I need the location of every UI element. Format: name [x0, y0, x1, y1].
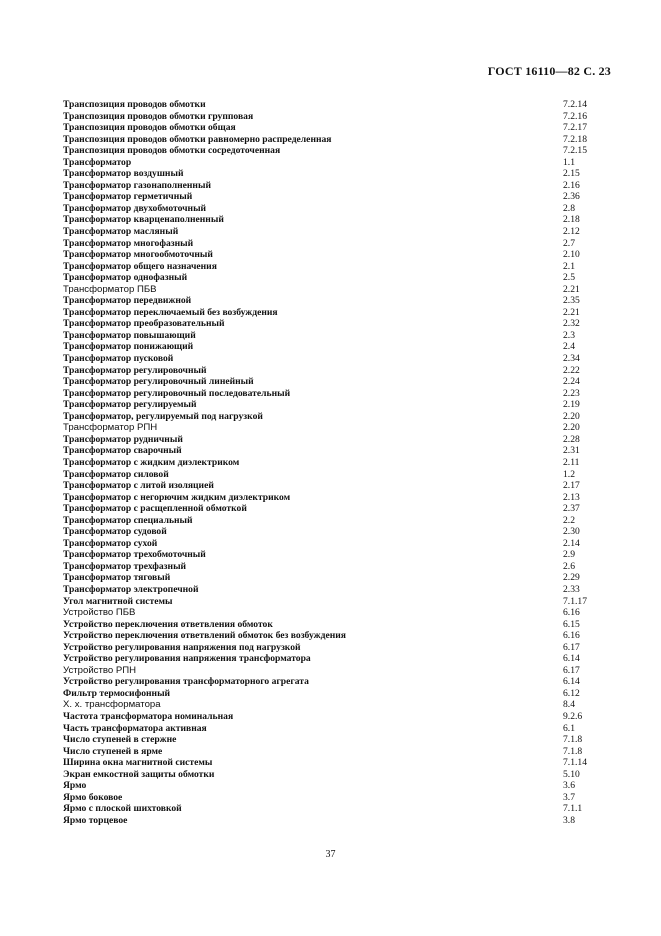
index-term: Трансформатор сухой — [63, 537, 158, 549]
index-term: Трансформатор электропечной — [63, 583, 199, 595]
index-entry — [63, 711, 619, 723]
index-term: Трансформатор, регулируемый под нагрузкой — [63, 410, 263, 422]
index-term: Транспозиция проводов обмотки общая — [63, 122, 236, 134]
index-reference: 2.18 — [563, 214, 580, 226]
index-reference: 2.24 — [563, 376, 580, 388]
index-entry — [63, 399, 619, 411]
index-entry — [63, 480, 619, 492]
index-reference: 5.10 — [563, 768, 580, 780]
index-entry — [63, 111, 619, 123]
index-term: Часть трансформатора активная — [63, 722, 207, 734]
index-entry — [63, 699, 619, 711]
index-term: Трансформатор трехобмоточный — [63, 549, 206, 561]
index-term: Трансформатор герметичный — [63, 191, 193, 203]
index-entry — [63, 469, 619, 481]
index-term: Трансформатор многофазный — [63, 237, 194, 249]
index-term: Трансформатор специальный — [63, 514, 193, 526]
index-term: Ярмо — [63, 780, 87, 792]
index-reference: 2.32 — [563, 318, 580, 330]
index-term: Число ступеней в ярме — [63, 745, 163, 757]
index-term: Трансформатор повышающий — [63, 329, 196, 341]
index-entry — [63, 261, 619, 273]
index-entry — [63, 780, 619, 792]
index-entry — [63, 353, 619, 365]
index-entry — [63, 630, 619, 642]
index-reference: 3.7 — [563, 791, 575, 803]
index-entry — [63, 388, 619, 400]
index-reference: 6.17 — [563, 664, 580, 676]
index-reference: 2.20 — [563, 410, 580, 422]
index-entry — [63, 526, 619, 538]
index-reference: 2.29 — [563, 572, 580, 584]
index-entry — [63, 723, 619, 735]
index-reference: 2.17 — [563, 480, 580, 492]
index-entry — [63, 665, 619, 677]
index-reference: 2.13 — [563, 491, 580, 503]
index-reference: 7.1.8 — [563, 745, 583, 757]
index-entry — [63, 619, 619, 631]
index-term: Трансформатор с негорючим жидким диэлектриком — [63, 491, 291, 503]
index-term: Ярмо боковое — [63, 791, 123, 803]
index-reference: 7.2.18 — [563, 133, 587, 145]
index-reference: 7.1.17 — [563, 595, 587, 607]
page-header: ГОСТ 16110—82 С. 23 — [487, 64, 611, 78]
index-entry — [63, 226, 619, 238]
index-entry — [63, 688, 619, 700]
index-entry — [63, 803, 619, 815]
index-reference: 2.33 — [563, 583, 580, 595]
index-term: Трансформатор регулируемый — [63, 399, 197, 411]
index-entry — [63, 596, 619, 608]
index-reference: 7.1.1 — [563, 803, 583, 815]
index-term: Трансформатор двухобмоточный — [63, 202, 207, 214]
index-entry — [63, 318, 619, 330]
index-reference: 6.16 — [563, 607, 580, 619]
index-term: Трансформатор с литой изоляцией — [63, 480, 214, 492]
index-term: Транспозиция проводов обмотки сосредоточенная — [63, 145, 281, 157]
index-entry — [63, 434, 619, 446]
index-reference: 2.35 — [563, 295, 580, 307]
index-term: Экран емкостной защиты обмотки — [63, 768, 215, 780]
index-term: Устройство регулирования напряжения под нагрузкой — [63, 641, 301, 653]
index-term: Трансформатор ПБВ — [63, 283, 157, 295]
index-entry — [63, 365, 619, 377]
index-term: Устройство регулирования напряжения трансформатора — [63, 653, 311, 665]
index-term: Фильтр термосифонный — [63, 687, 171, 699]
index-term: Трансформатор сварочный — [63, 445, 182, 457]
index-entry — [63, 457, 619, 469]
index-reference: 2.10 — [563, 249, 580, 261]
index-term: Транспозиция проводов обмотки — [63, 99, 206, 110]
index-entry — [63, 515, 619, 527]
index-entry — [63, 607, 619, 619]
index-reference: 2.30 — [563, 526, 580, 538]
index-reference: 2.11 — [563, 456, 580, 468]
index-reference: 2.4 — [563, 341, 575, 353]
index-term: Трансформатор рудничный — [63, 433, 183, 445]
index-term: Трансформатор — [63, 156, 132, 168]
index-term: Трансформатор судовой — [63, 526, 167, 538]
index-entry — [63, 445, 619, 457]
index-entry — [63, 734, 619, 746]
index-entry — [63, 642, 619, 654]
index-entry — [63, 238, 619, 250]
index-reference: 8.4 — [563, 699, 575, 711]
index-reference: 2.12 — [563, 226, 580, 238]
index-term: Ярмо с плоской шихтовкой — [63, 803, 182, 815]
index-reference: 2.21 — [563, 283, 580, 295]
index-term: Угол магнитной системы — [63, 595, 173, 607]
index-entry — [63, 584, 619, 596]
index-reference: 9.2.6 — [563, 710, 583, 722]
index-reference: 2.7 — [563, 237, 575, 249]
index-entry — [63, 572, 619, 584]
index-term: Трансформатор трехфазный — [63, 560, 187, 572]
index-term: Трансформатор однофазный — [63, 272, 188, 284]
index-term: Устройство ПБВ — [63, 607, 136, 619]
index-reference: 2.20 — [563, 422, 580, 434]
index-term: Трансформатор воздушный — [63, 168, 184, 180]
index-reference: 2.36 — [563, 191, 580, 203]
index-reference: 2.1 — [563, 260, 575, 272]
index-term: Транспозиция проводов обмотки равномерно распределенная — [63, 133, 332, 145]
index-reference: 1.2 — [563, 468, 575, 480]
index-reference: 2.15 — [563, 168, 580, 180]
index-term: Трансформатор регулировочный — [63, 364, 207, 376]
index-reference: 2.23 — [563, 387, 580, 399]
index-reference: 6.15 — [563, 618, 580, 630]
index-entry — [63, 191, 619, 203]
index-reference: 2.34 — [563, 353, 580, 365]
index-entry — [63, 307, 619, 319]
index-term: Устройство регулирования трансформаторного агрегата — [63, 676, 309, 688]
index-reference: 2.8 — [563, 202, 575, 214]
index-reference: 6.14 — [563, 653, 580, 665]
index-entry — [63, 769, 619, 781]
index-entry — [63, 214, 619, 226]
index-term: Трансформатор газонаполненный — [63, 179, 211, 191]
page-number: 37 — [325, 849, 336, 860]
index-term: Трансформатор общего назначения — [63, 260, 217, 272]
index-reference: 2.3 — [563, 329, 575, 341]
index-reference: 6.12 — [563, 687, 580, 699]
index-reference: 6.17 — [563, 641, 580, 653]
index-term: Трансформатор тяговый — [63, 572, 171, 584]
index-entry — [63, 272, 619, 284]
index-reference: 7.2.15 — [563, 145, 587, 157]
index-reference: 7.2.17 — [563, 122, 587, 134]
index-term: Ширина окна магнитной системы — [63, 757, 213, 769]
index-term: Трансформатор силовой — [63, 468, 169, 480]
index-reference: 6.16 — [563, 630, 580, 642]
index-entry — [63, 815, 619, 827]
index-entry — [63, 549, 619, 561]
index-entry — [63, 134, 619, 146]
index-reference: 1.1 — [563, 156, 575, 168]
index-entry — [63, 422, 619, 434]
index-entry — [63, 284, 619, 296]
index-reference: 2.37 — [563, 503, 580, 515]
index-term: Ярмо торцевое — [63, 814, 128, 826]
index-entry — [63, 122, 619, 134]
index-term: Трансформатор пусковой — [63, 353, 174, 365]
index-term: Устройство переключения ответвлений обмоток без возбуждения — [63, 630, 346, 642]
index-reference: 2.9 — [563, 549, 575, 561]
index-reference: 2.16 — [563, 179, 580, 191]
index-entry — [63, 411, 619, 423]
index-term: Трансформатор регулировочный последовательный — [63, 387, 291, 399]
index-entry — [63, 653, 619, 665]
index-term: Трансформатор преобразовательный — [63, 318, 225, 330]
index-term: Трансформатор РПН — [63, 422, 158, 434]
index-entry — [63, 295, 619, 307]
index-entry — [63, 746, 619, 758]
index-entry — [63, 203, 619, 215]
index-term: Трансформатор понижающий — [63, 341, 194, 353]
index-reference: 7.1.8 — [563, 734, 583, 746]
index-term: Трансформатор с жидким диэлектриком — [63, 456, 240, 468]
index-reference: 2.14 — [563, 537, 580, 549]
index-reference: 2.31 — [563, 445, 580, 457]
index-entry — [63, 561, 619, 573]
index-entry — [63, 376, 619, 388]
index-term: Трансформатор передвижной — [63, 295, 192, 307]
index-term: Устройство переключения ответвления обмоток — [63, 618, 273, 630]
index-term: X. x. трансформатора — [63, 699, 161, 711]
index-entry — [63, 157, 619, 169]
index-reference: 2.28 — [563, 433, 580, 445]
index-entry — [63, 168, 619, 180]
index-term: Трансформатор масляный — [63, 226, 179, 238]
index-entry — [63, 145, 619, 157]
index-reference: 2.2 — [563, 514, 575, 526]
index-entry — [63, 249, 619, 261]
index-reference: 6.14 — [563, 676, 580, 688]
index-term: Трансформатор многообмоточный — [63, 249, 213, 261]
index-entry — [63, 757, 619, 769]
index-term: Устройство РПН — [63, 664, 137, 676]
index-reference: 7.1.14 — [563, 757, 587, 769]
index-reference: 7.2.14 — [563, 99, 587, 110]
index-term: Трансформатор регулировочный линейный — [63, 376, 254, 388]
index-reference: 2.22 — [563, 364, 580, 376]
index-reference: 7.2.16 — [563, 110, 587, 122]
index-term: Число ступеней в стержне — [63, 734, 177, 746]
index-reference: 3.8 — [563, 814, 575, 826]
index-entry — [63, 792, 619, 804]
index-term: Трансформатор переключаемый без возбуждения — [63, 306, 278, 318]
index-reference: 2.5 — [563, 272, 575, 284]
index-list — [63, 99, 619, 826]
index-entry — [63, 99, 619, 111]
index-term: Трансформатор с расщепленной обмоткой — [63, 503, 247, 515]
index-entry — [63, 503, 619, 515]
index-entry — [63, 538, 619, 550]
index-entry — [63, 341, 619, 353]
index-term: Трансформатор кварценаполненный — [63, 214, 224, 226]
index-reference: 6.1 — [563, 722, 575, 734]
index-reference: 2.21 — [563, 306, 580, 318]
index-reference: 2.6 — [563, 560, 575, 572]
index-term: Транспозиция проводов обмотки групповая — [63, 110, 254, 122]
index-entry — [63, 676, 619, 688]
index-entry — [63, 492, 619, 504]
index-reference: 3.6 — [563, 780, 575, 792]
index-entry — [63, 180, 619, 192]
index-entry — [63, 330, 619, 342]
index-term: Частота трансформатора номинальная — [63, 710, 234, 722]
index-reference: 2.19 — [563, 399, 580, 411]
